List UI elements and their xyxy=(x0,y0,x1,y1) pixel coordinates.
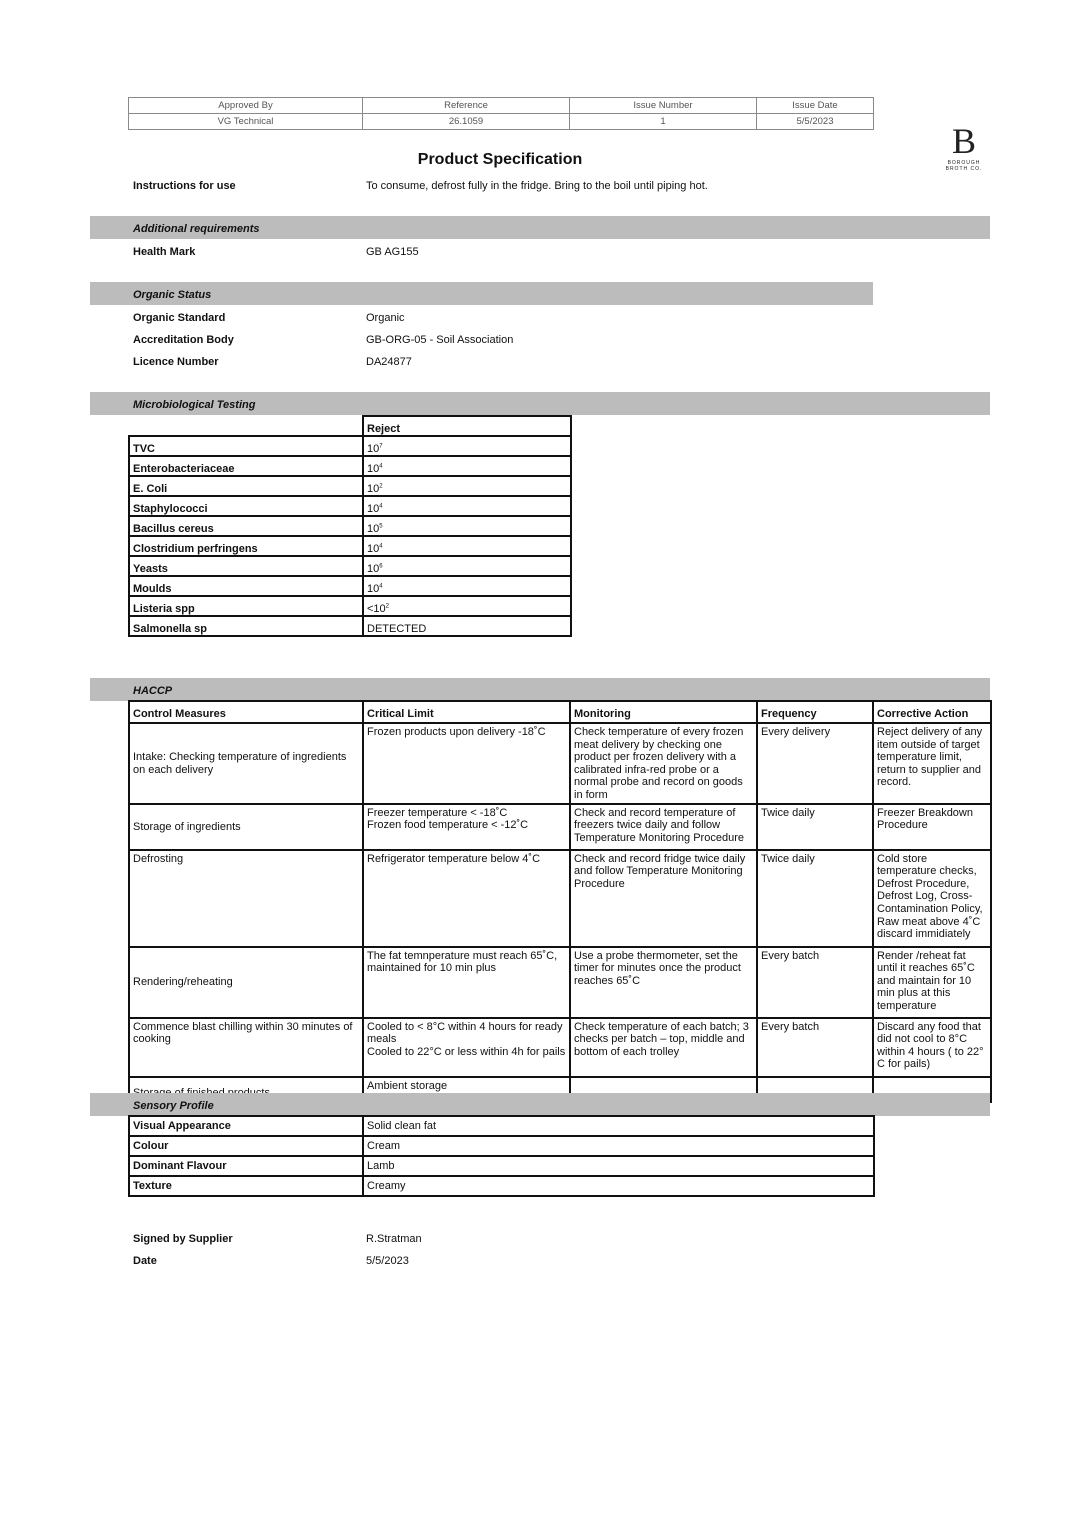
sensory-rows xyxy=(129,1116,874,1196)
haccp-cell-corrective-action xyxy=(873,723,991,804)
micro-row xyxy=(129,556,571,576)
micro-reject-base: 10 xyxy=(367,543,380,555)
date-value: 5/5/2023 xyxy=(366,1255,409,1267)
haccp-cell-frequency xyxy=(757,947,873,1018)
instructions-value: To consume, defrost fully in the fridge. Bring to the boil until piping hot. xyxy=(366,180,708,192)
approved-by-header: Approved By xyxy=(129,98,363,114)
haccp-cell-control-measure xyxy=(129,850,363,947)
micro-reject-value xyxy=(363,556,571,576)
haccp-cell-line: Freezer temperature < -18˚C xyxy=(367,806,508,819)
haccp-row xyxy=(129,947,991,1018)
micro-row xyxy=(129,536,571,556)
haccp-cell-line: Discard any food that did not cool to 8°C within 4 hours ( to 22° C for pails) xyxy=(877,1020,984,1071)
haccp-cell-line: Commence blast chilling within 30 minutes of cooking xyxy=(133,1020,353,1046)
haccp-row xyxy=(129,723,991,804)
micro-reject-exponent: 5 xyxy=(379,523,383,530)
haccp-cell-line: Freezer Breakdown Procedure xyxy=(877,806,973,832)
micro-reject-exponent: 4 xyxy=(379,583,383,590)
micro-organism-name: Moulds xyxy=(129,576,363,596)
micro-row xyxy=(129,516,571,536)
micro-organism-name: Listeria spp xyxy=(129,596,363,616)
micro-organism-name: E. Coli xyxy=(129,476,363,496)
sensory-value: Cream xyxy=(363,1136,874,1156)
health-mark-label: Health Mark xyxy=(133,246,196,258)
micro-row xyxy=(129,456,571,476)
sensory-attribute: Colour xyxy=(129,1136,363,1156)
issue-date-value: 5/5/2023 xyxy=(757,114,874,130)
haccp-col-critical-limit: Critical Limit xyxy=(363,701,570,723)
micro-organism-name: Salmonella sp xyxy=(129,616,363,636)
haccp-cell-corrective-action xyxy=(873,1018,991,1077)
micro-reject-base: 10 xyxy=(367,563,380,575)
micro-header-row xyxy=(129,416,571,436)
micro-organism-name: Staphylococci xyxy=(129,496,363,516)
sensory-row xyxy=(129,1156,874,1176)
micro-testing-heading: Microbiological Testing xyxy=(133,399,256,411)
sensory-attribute: Dominant Flavour xyxy=(129,1156,363,1176)
haccp-cell-line: Intake: Checking temperature of ingredients on each delivery xyxy=(133,751,347,776)
haccp-cell-line: Storage of ingredients xyxy=(133,820,241,833)
micro-reject-exponent: 7 xyxy=(379,443,383,450)
sensory-value: Creamy xyxy=(363,1176,874,1196)
micro-reject-value xyxy=(363,516,571,536)
micro-reject-base: 10 xyxy=(367,503,380,515)
sensory-profile-table xyxy=(128,1115,875,1197)
haccp-cell-frequency xyxy=(757,723,873,804)
micro-reject-exponent: 2 xyxy=(385,603,390,610)
haccp-cell-frequency xyxy=(757,850,873,947)
haccp-cell-line: Check temperature of each batch; 3 checks per batch – top, middle and bottom of each trolley xyxy=(574,1020,749,1058)
micro-testing-table xyxy=(128,415,572,637)
haccp-cell-monitoring xyxy=(570,723,757,804)
micro-header-empty xyxy=(129,416,363,436)
licence-number-label: Licence Number xyxy=(133,356,219,368)
haccp-row xyxy=(129,804,991,850)
haccp-cell-corrective-action xyxy=(873,804,991,850)
micro-reject-value xyxy=(363,596,571,616)
haccp-cell-line: Check and record fridge twice daily and follow Temperature Monitoring Procedure xyxy=(574,852,746,890)
haccp-cell-line: The fat temnperature must reach 65˚C, maintained for 10 min plus xyxy=(367,949,558,975)
micro-reject-base: 10 xyxy=(367,523,380,535)
micro-row xyxy=(129,616,571,636)
micro-reject-base: DETECTED xyxy=(367,623,427,635)
health-mark-value: GB AG155 xyxy=(366,246,419,258)
organic-standard-label: Organic Standard xyxy=(133,312,226,324)
micro-organism-name: Bacillus cereus xyxy=(129,516,363,536)
haccp-rows xyxy=(129,723,991,1102)
haccp-cell-critical-limit xyxy=(363,723,570,804)
approval-table xyxy=(128,97,874,130)
haccp-col-frequency: Frequency xyxy=(757,701,873,723)
haccp-col-monitoring: Monitoring xyxy=(570,701,757,723)
logo-line1: BOROUGH xyxy=(947,160,981,166)
accreditation-body-value: GB-ORG-05 - Soil Association xyxy=(366,334,514,346)
haccp-cell-monitoring xyxy=(570,947,757,1018)
micro-organism-name: TVC xyxy=(129,436,363,456)
haccp-cell-line: Every batch xyxy=(761,949,820,962)
micro-rows xyxy=(129,436,571,636)
haccp-cell-monitoring xyxy=(570,850,757,947)
haccp-cell-line: Frozen food temperature < -12˚C xyxy=(367,819,529,832)
haccp-cell-control-measure xyxy=(129,947,363,1018)
organic-status-band xyxy=(90,282,873,305)
haccp-cell-monitoring xyxy=(570,1018,757,1077)
micro-reject-value xyxy=(363,436,571,456)
haccp-cell-line: Every batch xyxy=(761,1020,820,1033)
haccp-cell-corrective-action xyxy=(873,850,991,947)
haccp-cell-line: Cooled to < 8°C within 4 hours for ready meals xyxy=(367,1020,563,1046)
haccp-cell-line: Render /reheat fat until it reaches 65˚C and maintain for 10 min plus at this temperature xyxy=(877,949,975,1012)
micro-testing-band xyxy=(90,392,990,415)
organic-standard-value: Organic xyxy=(366,312,405,324)
signed-by-value: R.Stratman xyxy=(366,1233,422,1245)
date-label: Date xyxy=(133,1255,157,1267)
micro-reject-base: 10 xyxy=(367,443,380,455)
approval-header-row xyxy=(129,98,874,114)
sensory-row xyxy=(129,1136,874,1156)
micro-reject-base: <10 xyxy=(367,603,386,615)
haccp-cell-line: Twice daily xyxy=(761,852,815,865)
logo-line2: BROTH CO. xyxy=(945,166,983,172)
haccp-table xyxy=(128,700,992,1103)
haccp-cell-line: Rendering/reheating xyxy=(133,976,233,989)
sensory-value: Lamb xyxy=(363,1156,874,1176)
micro-reject-base: 10 xyxy=(367,583,380,595)
micro-reject-value xyxy=(363,616,571,636)
sensory-profile-heading: Sensory Profile xyxy=(133,1100,214,1112)
micro-reject-exponent: 4 xyxy=(379,503,383,510)
micro-row xyxy=(129,576,571,596)
micro-organism-name: Clostridium perfringens xyxy=(129,536,363,556)
haccp-heading: HACCP xyxy=(133,685,173,697)
haccp-cell-line: Reject delivery of any item outside of target temperature limit, return to supplier and record. xyxy=(877,726,983,789)
licence-number-value: DA24877 xyxy=(366,356,412,368)
micro-reject-value xyxy=(363,456,571,476)
haccp-row xyxy=(129,1018,991,1077)
accreditation-body-label: Accreditation Body xyxy=(133,334,234,346)
haccp-cell-line: Refrigerator temperature below 4˚C xyxy=(367,852,541,865)
haccp-cell-line: Cooled to 22°C or less within 4h for pails xyxy=(367,1045,566,1058)
haccp-cell-critical-limit xyxy=(363,850,570,947)
micro-reject-exponent: 4 xyxy=(379,463,383,470)
haccp-cell-line: Check and record temperature of freezers twice daily and follow Temperature Monitoring Procedure xyxy=(574,806,744,844)
approved-by-value: VG Technical xyxy=(129,114,363,130)
sensory-row xyxy=(129,1116,874,1136)
page-title: Product Specification xyxy=(417,151,583,168)
micro-reject-exponent: 6 xyxy=(379,563,383,570)
haccp-cell-line: Use a probe thermometer, set the timer for minutes once the product reaches 65˚C xyxy=(574,949,741,987)
instructions-label: Instructions for use xyxy=(133,180,236,192)
micro-row xyxy=(129,476,571,496)
haccp-cell-control-measure xyxy=(129,723,363,804)
haccp-band xyxy=(90,678,990,701)
haccp-cell-line: Defrosting xyxy=(133,852,184,865)
haccp-cell-critical-limit xyxy=(363,1018,570,1077)
signed-by-label: Signed by Supplier xyxy=(133,1233,233,1245)
haccp-cell-line: Ambient storage xyxy=(367,1079,448,1092)
organic-status-heading: Organic Status xyxy=(133,289,212,301)
reference-value: 26.1059 xyxy=(363,114,570,130)
micro-reject-value xyxy=(363,576,571,596)
sensory-value: Solid clean fat xyxy=(363,1116,874,1136)
haccp-cell-critical-limit xyxy=(363,947,570,1018)
haccp-cell-line: Frozen products upon delivery -18˚C xyxy=(367,726,546,738)
sensory-attribute: Texture xyxy=(129,1176,363,1196)
haccp-row xyxy=(129,850,991,947)
micro-reject-exponent: 2 xyxy=(379,483,383,490)
haccp-cell-corrective-action xyxy=(873,947,991,1018)
haccp-cell-line: Check temperature of every frozen meat delivery by checking one product per frozen delivery with a calibrated infra-red probe or a normal probe and record on goods in form xyxy=(574,726,744,801)
haccp-col-corrective-action: Corrective Action xyxy=(873,701,991,723)
micro-organism-name: Enterobacteriaceae xyxy=(129,456,363,476)
micro-organism-name: Yeasts xyxy=(129,556,363,576)
sensory-row xyxy=(129,1176,874,1196)
issue-date-header: Issue Date xyxy=(757,98,874,114)
micro-reject-base: 10 xyxy=(367,483,380,495)
sensory-attribute: Visual Appearance xyxy=(129,1116,363,1136)
sensory-profile-band xyxy=(90,1093,990,1116)
micro-row xyxy=(129,496,571,516)
haccp-header-row xyxy=(129,701,991,723)
haccp-col-control-measures: Control Measures xyxy=(129,701,363,723)
micro-reject-header: Reject xyxy=(363,416,571,436)
micro-reject-value xyxy=(363,536,571,556)
issue-number-header: Issue Number xyxy=(570,98,757,114)
reference-header: Reference xyxy=(363,98,570,114)
micro-reject-exponent: 4 xyxy=(379,543,383,550)
haccp-cell-frequency xyxy=(757,804,873,850)
issue-number-value: 1 xyxy=(570,114,757,130)
haccp-cell-frequency xyxy=(757,1018,873,1077)
additional-requirements-heading: Additional requirements xyxy=(133,223,260,235)
logo-letter: B xyxy=(951,121,976,161)
additional-requirements-band xyxy=(90,216,990,239)
haccp-cell-critical-limit xyxy=(363,804,570,850)
haccp-cell-monitoring xyxy=(570,804,757,850)
micro-reject-base: 10 xyxy=(367,463,380,475)
haccp-cell-line: Cold store temperature checks, Defrost Procedure, Defrost Log, Cross-Contamination Policy, Raw meat above 4˚C discard immidiately xyxy=(877,852,983,941)
micro-reject-value xyxy=(363,476,571,496)
micro-row xyxy=(129,596,571,616)
approval-value-row xyxy=(129,114,874,130)
micro-row xyxy=(129,436,571,456)
micro-reject-value xyxy=(363,496,571,516)
haccp-cell-line: Twice daily xyxy=(761,806,815,819)
haccp-cell-control-measure xyxy=(129,1018,363,1077)
haccp-cell-control-measure xyxy=(129,804,363,850)
haccp-cell-line: Every delivery xyxy=(761,726,831,738)
